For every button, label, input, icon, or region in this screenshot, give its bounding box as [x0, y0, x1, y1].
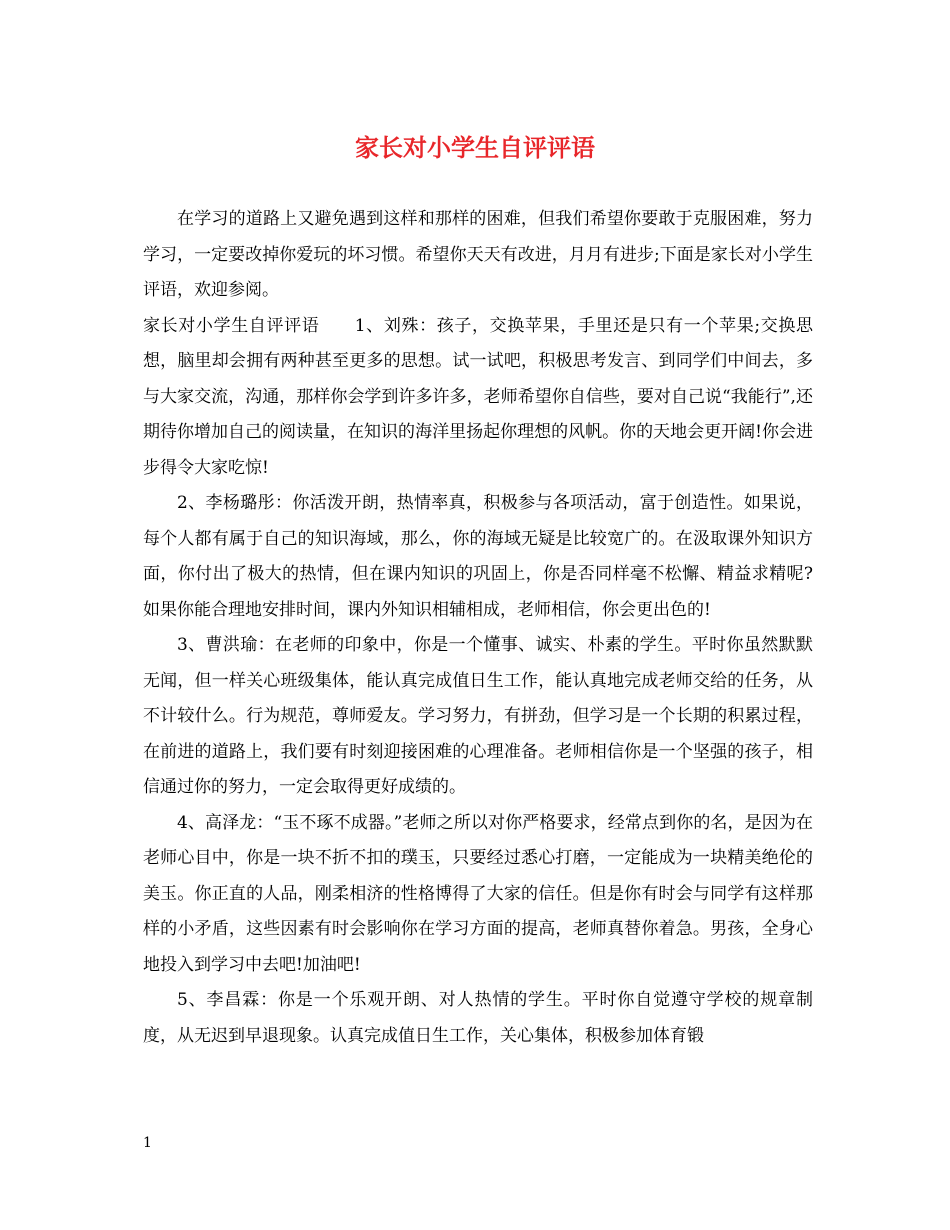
paragraph-2: 2、李杨璐彤：你活泼开朗，热情率真，积极参与各项活动，富于创造性。如果说，每个人都有属于自己的知识海域，那么，你的海域无疑是比较宽广的。在汲取课外知识方面，你付出了极大的热情，但在课内知识的巩固上，你是否同样毫不松懈、精益求精呢?如果你能合理地安排时间，课内外知识相辅相成，老师相信，你会更出色的!	[143, 493, 813, 620]
paragraph-4: 4、高泽龙：“玉不琢不成器。”老师之所以对你严格要求，经常点到你的名，是因为在老师心目中，你是一块不折不扣的璞玉，只要经过悉心打磨，一定能成为一块精美绝伦的美玉。你正直的人品，刚柔相济的性格博得了大家的信任。但是你有时会与同学有这样那样的小矛盾，这些因素有时会影响你在学习方面的提高，老师真替你着急。男孩，全身心地投入到学习中去吧!加油吧!	[143, 812, 813, 975]
document-title: 家长对小学生自评评语	[355, 133, 595, 162]
paragraph-5: 5、李昌霖：你是一个乐观开朗、对人热情的学生。平时你自觉遵守学校的规章制度，从无迟到早退现象。认真完成值日生工作，关心集体，积极参加体育锻	[143, 990, 813, 1046]
page-number: 1	[143, 1135, 152, 1151]
paragraph-1: 家长对小学生自评评语 1、刘殊：孩子，交换苹果，手里还是只有一个苹果;交换思想，脑里却会拥有两种甚至更多的思想。试一试吧，积极思考发言、到同学们中间去，多与大家交流，沟通，那样你会学到许多许多，老师希望你自信些，要对自己说“我能行”,还期待你增加自己的阅读量，在知识的海洋里扬起你理想的风帆。你的天地会更开阔!你会进步得令大家吃惊!	[143, 315, 813, 478]
intro-paragraph: 在学习的道路上又避免遇到这样和那样的困难，但我们希望你要敢于克服困难，努力学习，一定要改掉你爱玩的坏习惯。希望你天天有改进，月月有进步;下面是家长对小学生评语，欢迎参阅。	[143, 209, 813, 300]
paragraph-3: 3、曹洪瑜：在老师的印象中，你是一个懂事、诚实、朴素的学生。平时你虽然默默无闻，但一样关心班级集体，能认真完成值日生工作，能认真地完成老师交给的任务，从不计较什么。行为规范，尊师爱友。学习努力，有拼劲，但学习是一个长期的积累过程，在前进的道路上，我们要有时刻迎接困难的心理准备。老师相信你是一个坚强的孩子，相信通过你的努力，一定会取得更好成绩的。	[143, 635, 813, 797]
document-body	[143, 202, 813, 1054]
